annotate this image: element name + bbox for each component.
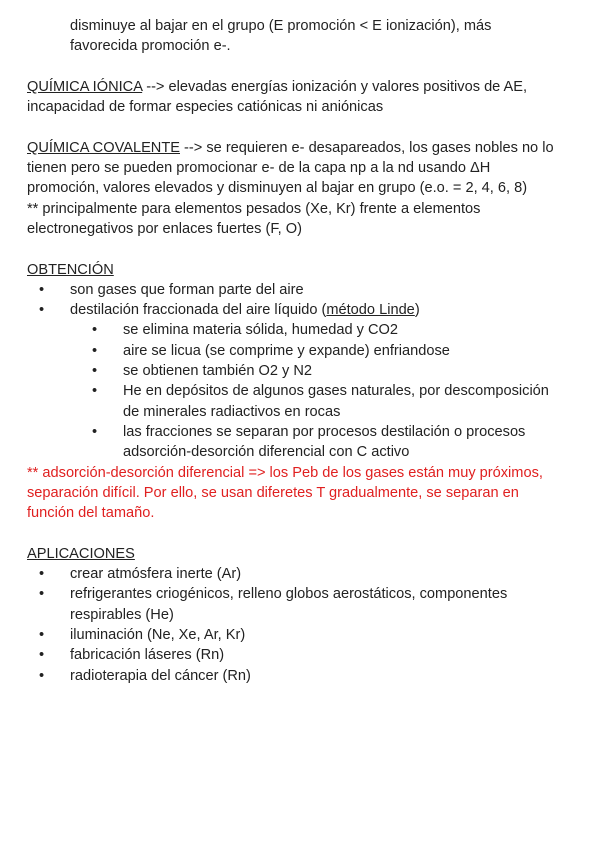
list-item: • iluminación (Ne, Xe, Ar, Kr) (27, 625, 577, 645)
ionic-chemistry-text: --> elevadas energías ionización y valores positivos de AE, (142, 78, 528, 95)
sub-list-item: • He en depósitos de algunos gases naturales, por descomposición de minerales radiactivos en rocas (27, 381, 577, 422)
obtencion-title: OBTENCIÓN (27, 261, 114, 278)
covalent-chemistry-title: QUÍMICA COVALENTE (27, 139, 180, 156)
adsorption-note-term: ** adsorción-desorción diferencial (27, 464, 245, 481)
document-page (27, 16, 577, 686)
adsorption-note: ** adsorción-desorción diferencial => los Peb de los gases están muy próximos, separación difícil. Por ello, se usan diferetes T gradualmente, se separan en función del tamaño. (27, 464, 543, 522)
list-item: • destilación fraccionada del aire líquido (método Linde) (27, 300, 577, 320)
intro-paragraph (70, 16, 577, 57)
metodo-linde-link[interactable]: método Linde (326, 302, 415, 319)
aplicaciones-section (27, 544, 577, 686)
list-item: • refrigerantes criogénicos, relleno globos aerostáticos, componentes respirables (He) (27, 584, 577, 625)
ionic-chemistry-paragraph (27, 77, 577, 118)
covalent-chemistry-note: electronegativos por enlaces fuertes (F, O) (27, 220, 302, 237)
ionic-chemistry-text: incapacidad de formar especies catiónicas ni aniónicas (27, 99, 384, 116)
ionic-chemistry-title: QUÍMICA IÓNICA (27, 78, 143, 95)
sub-list-item: • se obtienen también O2 y N2 (27, 361, 577, 381)
obtencion-list (27, 280, 577, 321)
covalent-chemistry-text: --> se requieren e- desapareados, los gases nobles no lo (180, 139, 554, 156)
covalent-chemistry-note: ** principalmente para elementos pesados (Xe, Kr) frente a elementos (27, 200, 481, 217)
sub-list-item: • aire se licua (se comprime y expande) enfriandose (27, 341, 577, 361)
list-item: • crear atmósfera inerte (Ar) (27, 564, 577, 584)
list-item: • son gases que forman parte del aire (27, 280, 577, 300)
aplicaciones-list (27, 564, 577, 686)
sub-list-item: • se elimina materia sólida, humedad y CO2 (27, 320, 577, 340)
obtencion-sublist (27, 320, 577, 462)
intro-line: favorecida promoción e-. (70, 38, 231, 55)
intro-line: disminuye al bajar en el grupo (E promoción < E ionización), más (70, 18, 492, 34)
sub-list-item: • las fracciones se separan por procesos destilación o procesos adsorción-desorción diferencial con C activo (27, 422, 577, 463)
covalent-chemistry-text: tienen pero se pueden promocionar e- de la capa np a la nd usando ΔH (27, 160, 491, 177)
covalent-chemistry-paragraph (27, 138, 577, 239)
obtencion-section (27, 260, 577, 524)
list-item: • fabricación láseres (Rn) (27, 645, 577, 665)
list-item: • radioterapia del cáncer (Rn) (27, 666, 577, 686)
covalent-chemistry-text: promoción, valores elevados y disminuyen al bajar en grupo (e.o. = 2, 4, 6, 8) (27, 180, 528, 197)
aplicaciones-title: APLICACIONES (27, 545, 135, 562)
